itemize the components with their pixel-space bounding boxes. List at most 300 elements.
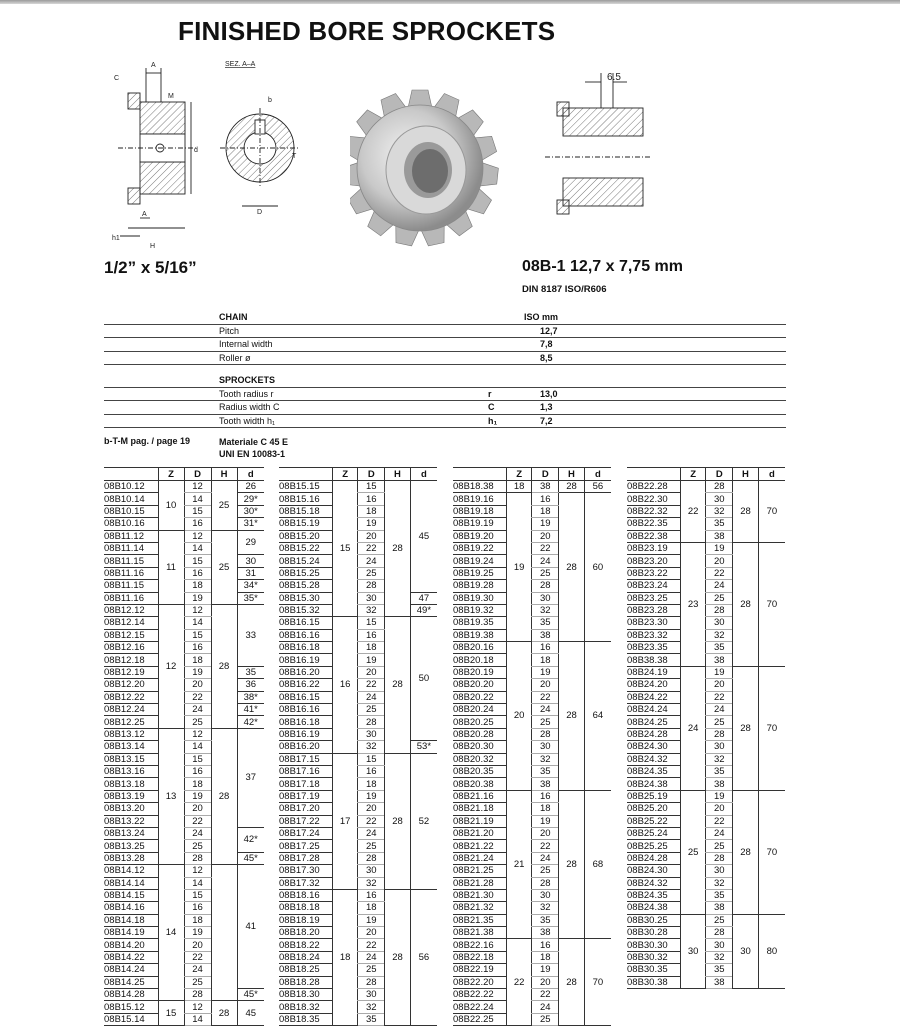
table-row: [453, 493, 611, 505]
part-number: 08B22.30: [627, 493, 680, 505]
chain-title: CHAIN: [219, 312, 248, 322]
pitch-diameter: 20: [184, 679, 211, 691]
pitch-diameter: 12: [184, 604, 211, 616]
part-number: 08B17.20: [279, 803, 332, 815]
header-d: D: [532, 468, 559, 481]
pitch-diameter: 19: [184, 790, 211, 802]
bore-diameter: 56: [410, 889, 437, 1025]
table-header-row: [104, 468, 264, 481]
part-number: 08B19.25: [453, 567, 506, 579]
table-row: [104, 852, 264, 864]
part-number: 08B12.25: [104, 716, 158, 728]
pitch-diameter: 32: [706, 629, 733, 641]
pitch-diameter: 30: [358, 865, 385, 877]
part-number: 08B11.16: [104, 592, 158, 604]
chain-unit: ISO mm: [524, 312, 559, 322]
pitch-diameter: 22: [706, 691, 733, 703]
pitch-diameter: 22: [358, 815, 385, 827]
part-number: 08B18.28: [279, 976, 332, 988]
bore-diameter: 47: [410, 592, 437, 604]
pitch-diameter: 16: [184, 642, 211, 654]
pitch-diameter: 30: [706, 493, 733, 505]
bore-diameter: 52: [410, 753, 437, 889]
dimension-label: 6.5: [607, 72, 621, 83]
pitch-diameter: 28: [706, 852, 733, 864]
table-row: [104, 666, 264, 678]
part-number: 08B19.20: [453, 530, 506, 542]
pitch-diameter: 19: [706, 790, 733, 802]
bore-diameter: 70: [584, 939, 611, 1026]
teeth-count: 25: [680, 790, 706, 914]
pitch-diameter: 20: [706, 555, 733, 567]
sprocket-label: Radius width C: [219, 402, 280, 412]
pitch-diameter: 12: [184, 728, 211, 740]
pitch-diameter: 18: [358, 505, 385, 517]
hub-height: [211, 865, 237, 1001]
table-row: [104, 989, 264, 1001]
part-number: 08B15.15: [279, 481, 332, 493]
part-number: 08B20.25: [453, 716, 506, 728]
pitch-diameter: 22: [184, 951, 211, 963]
pitch-diameter: 25: [706, 592, 733, 604]
part-number: 08B24.20: [627, 679, 680, 691]
table-row: [104, 1001, 264, 1013]
pitch-diameter: 38: [706, 902, 733, 914]
chain-label: Roller ø: [219, 352, 251, 363]
pitch-diameter: 15: [184, 629, 211, 641]
chain-spec: [104, 311, 786, 365]
pitch-diameter: 25: [532, 1013, 559, 1025]
pitch-diameter: 38: [532, 927, 559, 939]
pitch-diameter: 32: [706, 877, 733, 889]
label-d-small: d: [194, 147, 198, 154]
table-row: [104, 580, 264, 592]
part-number: 08B17.25: [279, 840, 332, 852]
part-number: 08B11.14: [104, 542, 158, 554]
part-number: 08B16.22: [279, 679, 332, 691]
pitch-diameter: 32: [532, 753, 559, 765]
sprocket-row: [104, 401, 786, 415]
table-row: [104, 505, 264, 517]
part-number: 08B24.38: [627, 902, 680, 914]
part-number: 08B14.25: [104, 976, 158, 988]
bore-diameter: 70: [758, 666, 785, 790]
part-number: 08B12.16: [104, 642, 158, 654]
pitch-diameter: 14: [184, 493, 211, 505]
pitch-diameter: 25: [358, 964, 385, 976]
part-number: 08B10.14: [104, 493, 158, 505]
teeth-count: 30: [680, 914, 706, 988]
table-row: [453, 939, 611, 951]
part-number: 08B15.32: [279, 604, 332, 616]
part-number: 08B23.24: [627, 580, 680, 592]
pitch-diameter: 14: [184, 617, 211, 629]
part-number: 08B12.12: [104, 604, 158, 616]
header-d: D: [706, 468, 733, 481]
hub-height: 25: [211, 481, 237, 531]
table-row: [627, 914, 785, 926]
bore-diameter: 38*: [237, 691, 264, 703]
teeth-count: 22: [680, 481, 706, 543]
part-number: 08B13.28: [104, 852, 158, 864]
part-number: 08B17.28: [279, 852, 332, 864]
hub-height: 28: [211, 604, 237, 728]
hub-height: 28: [385, 617, 411, 753]
pitch-diameter: 22: [358, 679, 385, 691]
pitch-diameter: 35: [706, 964, 733, 976]
part-number: 08B18.24: [279, 951, 332, 963]
pitch-diameter: 24: [358, 827, 385, 839]
pitch-diameter: 18: [358, 642, 385, 654]
part-number: 08B30.25: [627, 914, 680, 926]
part-number: 08B25.20: [627, 803, 680, 815]
label-h1: h1: [112, 235, 120, 242]
pitch-diameter: 12: [184, 530, 211, 542]
bore-diameter: 35*: [237, 592, 264, 604]
table-row: [104, 530, 264, 542]
hub-height: 28: [733, 790, 759, 914]
part-number: 08B20.20: [453, 679, 506, 691]
header-h: H: [385, 468, 411, 481]
pitch-diameter: 16: [532, 790, 559, 802]
pitch-diameter: 32: [532, 902, 559, 914]
part-number: 08B21.20: [453, 827, 506, 839]
part-number: 08B18.16: [279, 889, 332, 901]
part-number: 08B25.24: [627, 827, 680, 839]
part-number: 08B15.24: [279, 555, 332, 567]
sprocket-section-drawing: [545, 68, 650, 233]
part-number: 08B16.20: [279, 741, 332, 753]
pitch-diameter: 25: [532, 865, 559, 877]
pitch-diameter: 35: [532, 617, 559, 629]
part-number: 08B15.16: [279, 493, 332, 505]
teeth-count: 23: [680, 542, 706, 666]
part-number: 08B19.24: [453, 555, 506, 567]
teeth-count: 19: [506, 493, 532, 642]
label-section: SEZ. A–A: [225, 61, 256, 68]
pitch-diameter: 16: [358, 889, 385, 901]
pitch-diameter: 15: [184, 505, 211, 517]
header-d: D: [184, 468, 211, 481]
table-header-row: [627, 468, 785, 481]
pitch-diameter: 28: [532, 728, 559, 740]
part-number: 08B20.24: [453, 704, 506, 716]
pitch-diameter: 20: [358, 666, 385, 678]
pitch-diameter: 18: [532, 951, 559, 963]
part-number: 08B12.15: [104, 629, 158, 641]
label-b: b: [268, 97, 272, 104]
teeth-count: 15: [332, 481, 358, 617]
label-t: T: [292, 153, 297, 160]
pitch-diameter: 28: [184, 989, 211, 1001]
part-number: 08B14.15: [104, 889, 158, 901]
size-inch: 1/2” x 5/16”: [104, 258, 197, 277]
sprocket-symbol: C: [488, 402, 495, 412]
part-number: 08B30.35: [627, 964, 680, 976]
part-number: 08B17.18: [279, 778, 332, 790]
table-header-row: [453, 468, 611, 481]
pitch-diameter: 24: [184, 704, 211, 716]
part-number: 08B15.18: [279, 505, 332, 517]
part-number: 08B19.18: [453, 505, 506, 517]
part-number: 08B13.24: [104, 827, 158, 839]
part-number: 08B21.24: [453, 852, 506, 864]
pitch-diameter: 38: [532, 778, 559, 790]
part-number: 08B16.19: [279, 728, 332, 740]
bore-diameter: 45: [237, 1001, 264, 1026]
pitch-diameter: 16: [184, 567, 211, 579]
part-number: 08B23.30: [627, 617, 680, 629]
table-row: [104, 481, 264, 493]
teeth-count: 24: [680, 666, 706, 790]
sprocket-value: 1,3: [540, 402, 553, 412]
pitch-diameter: 28: [532, 580, 559, 592]
pitch-diameter: 19: [184, 592, 211, 604]
pitch-diameter: 38: [706, 530, 733, 542]
part-number: 08B13.20: [104, 803, 158, 815]
part-number: 08B13.15: [104, 753, 158, 765]
part-number: 08B18.32: [279, 1001, 332, 1013]
label-h: H: [150, 243, 156, 250]
pitch-diameter: 20: [532, 976, 559, 988]
part-number: 08B15.22: [279, 542, 332, 554]
part-number: 08B14.22: [104, 951, 158, 963]
part-number: 08B19.28: [453, 580, 506, 592]
table-row: [279, 604, 437, 616]
part-number: 08B10.16: [104, 518, 158, 530]
part-number: 08B20.18: [453, 654, 506, 666]
chain-value: 7,8: [540, 339, 553, 349]
pitch-diameter: 16: [532, 642, 559, 654]
sprocket-value: 7,2: [540, 415, 553, 426]
chain-value: 12,7: [540, 325, 558, 336]
part-number: 08B24.30: [627, 865, 680, 877]
pitch-diameter: 19: [358, 914, 385, 926]
pitch-diameter: 22: [532, 542, 559, 554]
bore-diameter: 80: [758, 914, 785, 988]
sprocket-photo: [350, 78, 510, 258]
catalog-reference: b-T-M pag. / page 19: [104, 436, 191, 446]
pitch-diameter: 20: [358, 530, 385, 542]
part-number: 08B13.19: [104, 790, 158, 802]
part-number: 08B11.16: [104, 567, 158, 579]
part-number: 08B30.28: [627, 927, 680, 939]
table-row: [104, 827, 264, 839]
part-number: 08B15.28: [279, 580, 332, 592]
hub-height: 28: [733, 666, 759, 790]
pitch-diameter: 25: [358, 840, 385, 852]
table-row: [453, 642, 611, 654]
part-number: 08B30.30: [627, 939, 680, 951]
size-metric: 08B-1 12,7 x 7,75 mm: [522, 258, 683, 275]
part-number: 08B24.19: [627, 666, 680, 678]
part-number: 08B18.20: [279, 927, 332, 939]
pitch-diameter: 30: [532, 889, 559, 901]
pitch-diameter: 19: [184, 666, 211, 678]
table-row: [627, 790, 785, 802]
part-number: 08B14.18: [104, 914, 158, 926]
pitch-diameter: 32: [358, 1001, 385, 1013]
part-number: 08B17.15: [279, 753, 332, 765]
hub-height: 28: [559, 493, 585, 642]
pitch-diameter: 12: [184, 1001, 211, 1013]
part-number: 08B15.20: [279, 530, 332, 542]
part-number: 08B25.25: [627, 840, 680, 852]
pitch-diameter: 38: [532, 481, 559, 493]
part-number: 08B22.16: [453, 939, 506, 951]
pitch-diameter: 16: [358, 629, 385, 641]
part-number: 08B38.38: [627, 654, 680, 666]
label-a-top: A: [151, 62, 156, 69]
pitch-diameter: 20: [184, 939, 211, 951]
pitch-diameter: 15: [184, 555, 211, 567]
part-number: 08B24.38: [627, 778, 680, 790]
pitch-diameter: 12: [184, 481, 211, 493]
chain-label: Pitch: [219, 325, 240, 336]
pitch-diameter: 20: [706, 803, 733, 815]
pitch-diameter: 18: [532, 505, 559, 517]
hub-height: 28: [559, 790, 585, 939]
bore-diameter: 41*: [237, 704, 264, 716]
pitch-diameter: 24: [532, 1001, 559, 1013]
header-z: Z: [680, 468, 706, 481]
table-row: [627, 666, 785, 678]
table-row: [453, 790, 611, 802]
pitch-diameter: 30: [532, 592, 559, 604]
hub-height: 28: [385, 481, 411, 617]
pitch-diameter: 14: [184, 542, 211, 554]
pitch-diameter: 15: [358, 617, 385, 629]
part-number: 08B14.12: [104, 865, 158, 877]
pitch-diameter: 35: [706, 518, 733, 530]
header-d: d: [584, 468, 611, 481]
standards: DIN 8187 ISO/R606: [522, 284, 607, 295]
pitch-diameter: 19: [706, 542, 733, 554]
part-number: 08B16.19: [279, 654, 332, 666]
part-number: 08B22.19: [453, 964, 506, 976]
pitch-diameter: 25: [358, 704, 385, 716]
pitch-diameter: 16: [532, 493, 559, 505]
part-number: 08B23.19: [627, 542, 680, 554]
part-number: 08B22.38: [627, 530, 680, 542]
part-number: 08B22.22: [453, 989, 506, 1001]
pitch-diameter: 25: [184, 976, 211, 988]
table-row: [104, 716, 264, 728]
table-header-row: [279, 468, 437, 481]
part-number: 08B10.12: [104, 481, 158, 493]
part-number: 08B19.16: [453, 493, 506, 505]
pitch-diameter: 22: [532, 989, 559, 1001]
pitch-diameter: 19: [532, 815, 559, 827]
part-number: 08B24.32: [627, 753, 680, 765]
hub-height: 28: [559, 642, 585, 791]
table-row: [104, 592, 264, 604]
part-number: 08B11.12: [104, 530, 158, 542]
part-number: 08B15.30: [279, 592, 332, 604]
pitch-diameter: 20: [532, 679, 559, 691]
sprocket-title: SPROCKETS: [219, 375, 276, 385]
page-title: FINISHED BORE SPROCKETS: [178, 16, 556, 46]
pitch-diameter: 14: [184, 1013, 211, 1025]
part-number: 08B15.14: [104, 1013, 158, 1025]
teeth-count: 10: [158, 481, 184, 531]
chain-row: [104, 338, 786, 352]
sprocket-table-1: [104, 467, 264, 1026]
bore-diameter: 64: [584, 642, 611, 791]
bore-diameter: 68: [584, 790, 611, 939]
part-number: 08B18.19: [279, 914, 332, 926]
pitch-diameter: 35: [532, 765, 559, 777]
part-number: 08B22.20: [453, 976, 506, 988]
sprocket-side-drawing: [108, 58, 213, 258]
part-number: 08B21.38: [453, 927, 506, 939]
bore-diameter: 36: [237, 679, 264, 691]
teeth-count: 21: [506, 790, 532, 939]
part-number: 08B11.15: [104, 555, 158, 567]
pitch-diameter: 18: [184, 778, 211, 790]
pitch-diameter: 22: [706, 815, 733, 827]
table-row: [104, 555, 264, 567]
table-row: [104, 728, 264, 740]
part-number: 08B10.15: [104, 505, 158, 517]
bore-diameter: 41: [237, 865, 264, 989]
part-number: 08B13.12: [104, 728, 158, 740]
table-row: [279, 592, 437, 604]
part-number: 08B12.24: [104, 704, 158, 716]
pitch-diameter: 28: [358, 852, 385, 864]
part-number: 08B15.12: [104, 1001, 158, 1013]
pitch-diameter: 28: [706, 927, 733, 939]
part-number: 08B20.38: [453, 778, 506, 790]
part-number: 08B12.19: [104, 666, 158, 678]
pitch-diameter: 32: [358, 604, 385, 616]
pitch-diameter: 19: [532, 666, 559, 678]
teeth-count: 16: [332, 617, 358, 753]
pitch-diameter: 24: [358, 951, 385, 963]
pitch-diameter: 20: [184, 803, 211, 815]
part-number: 08B19.22: [453, 542, 506, 554]
part-number: 08B17.30: [279, 865, 332, 877]
pitch-diameter: 19: [706, 666, 733, 678]
pitch-diameter: 24: [532, 852, 559, 864]
table-row: [627, 542, 785, 554]
part-number: 08B22.24: [453, 1001, 506, 1013]
teeth-count: 12: [158, 604, 184, 728]
part-number: 08B14.20: [104, 939, 158, 951]
part-number: 08B13.16: [104, 765, 158, 777]
part-number: 08B24.25: [627, 716, 680, 728]
part-number: 08B21.22: [453, 840, 506, 852]
pitch-diameter: 35: [532, 914, 559, 926]
part-number: 08B17.19: [279, 790, 332, 802]
part-number: 08B24.24: [627, 704, 680, 716]
pitch-diameter: 15: [184, 753, 211, 765]
pitch-diameter: 24: [532, 555, 559, 567]
part-number: 08B24.28: [627, 728, 680, 740]
chain-row: [104, 325, 786, 339]
part-number: 08B21.35: [453, 914, 506, 926]
part-number: 08B25.22: [627, 815, 680, 827]
hub-height: 28: [211, 1001, 237, 1026]
pitch-diameter: 28: [358, 716, 385, 728]
pitch-diameter: 30: [706, 865, 733, 877]
pitch-diameter: 22: [184, 815, 211, 827]
bore-diameter: 56: [584, 481, 611, 493]
part-number: 08B16.16: [279, 629, 332, 641]
pitch-diameter: 28: [706, 604, 733, 616]
part-number: 08B24.35: [627, 889, 680, 901]
sprocket-header: [104, 374, 786, 388]
